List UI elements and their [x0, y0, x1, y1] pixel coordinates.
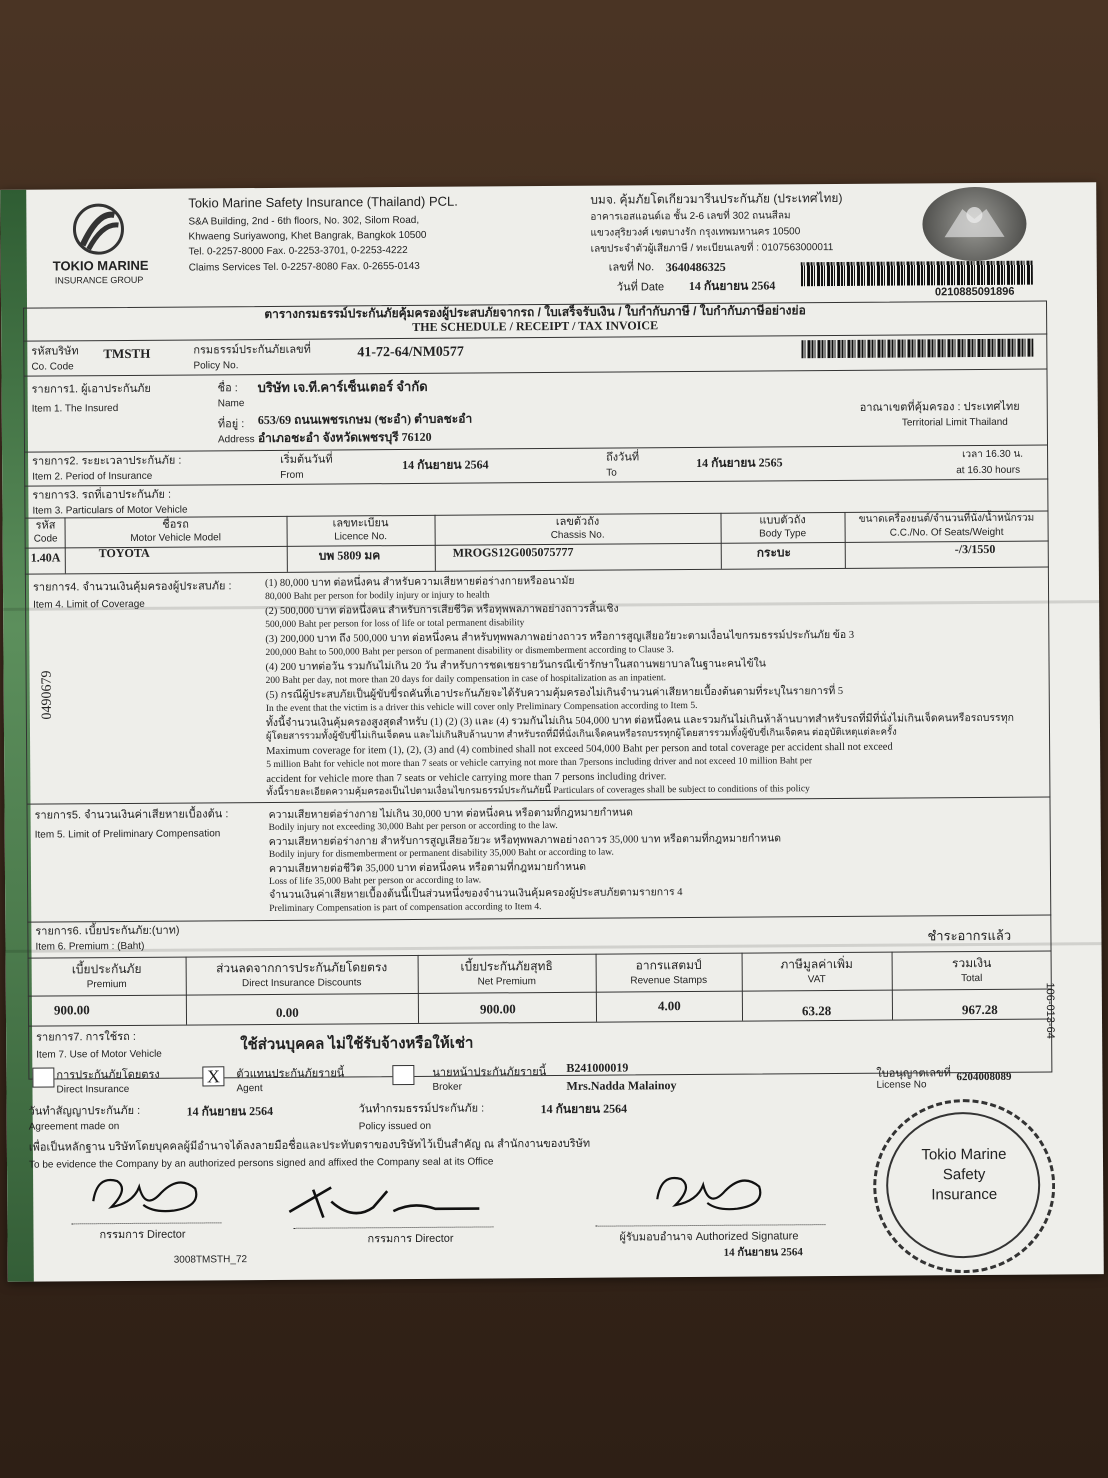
- sign-line-1: [71, 1222, 221, 1224]
- agent-label-th: ตัวแทนประกันภัยรายนี้: [236, 1067, 345, 1081]
- doc-no: 3640486325: [665, 259, 726, 275]
- vh-licence-en: Licence No.: [334, 531, 388, 543]
- item5-line: Bodily injury for dismemberment or permanent disability 35,000 Baht or according to law.: [268, 847, 614, 861]
- territory-th: อาณาเขตที่คุ้มครอง : ประเทศไทย: [859, 400, 1020, 414]
- ph-total-en: Total: [961, 973, 983, 985]
- side-code: 106-013-64: [1043, 982, 1057, 1039]
- stamp-paid: ชำระอากรแล้ว: [927, 927, 1012, 944]
- item5-line: จำนวนเงินค่าเสียหายเบื้องต้นนี้เป็นส่วนหนึ่งของจำนวนเงินคุ้มครองผู้ประสบภัยตามรายการ 4: [269, 887, 683, 902]
- company-address-th-1: อาคารเอสแอนด์เอ ชั้น 2-6 เลขที่ 302 ถนนสีลม: [590, 210, 791, 223]
- name-label-en: Name: [217, 398, 245, 410]
- agreement-label-th: วันทำสัญญาประกันภัย :: [28, 1104, 141, 1118]
- signature-authorized: [647, 1164, 777, 1221]
- time-th: เวลา 16.30 น.: [962, 448, 1024, 461]
- vh-chassis-en: Chassis No.: [550, 529, 605, 542]
- to-label-en: To: [606, 467, 617, 479]
- company-address-en-2: Khwaeng Suriyawong, Khet Bangrak, Bangkok 10500: [188, 229, 427, 243]
- broker-checkbox: [392, 1065, 414, 1085]
- item4-line: (1) 80,000 บาท ต่อหนึ่งคน สำหรับความเสียหายต่อร่างกายหรืออนามัย: [264, 575, 575, 590]
- insured-address-2: อำเภอชะอำ จังหวัดเพชรบุรี 76120: [257, 429, 432, 446]
- licence-label-th: ใบอนุญาตเลขที่: [876, 1067, 951, 1080]
- item5-line: Bodily injury not exceeding 30,000 Baht per person or according to the law.: [268, 821, 558, 834]
- ph-net-en: Net Premium: [477, 976, 536, 988]
- form-code: 3008TMSTH_72: [173, 1254, 248, 1266]
- ph-vat-en: VAT: [807, 974, 826, 986]
- licence-label-en: License No: [876, 1079, 927, 1091]
- vh-code-en: Code: [33, 533, 58, 545]
- item6-label-en: Item 6. Premium : (Baht): [35, 940, 145, 953]
- sign-line-2: [293, 1226, 493, 1228]
- address-label-en: Address: [217, 434, 255, 446]
- item5-line: Preliminary Compensation is part of compensation according to Item 4.: [269, 901, 542, 914]
- issued-date: 14 กันยายน 2564: [540, 1101, 628, 1117]
- item2-label-th: รายการ2. ระยะเวลาประกันภัย :: [32, 454, 182, 468]
- signature-director-2: [283, 1180, 483, 1227]
- ph-vat-th: ภาษีมูลค่าเพิ่ม: [780, 956, 853, 972]
- authorized-date: 14 กันยายน 2564: [723, 1246, 803, 1259]
- doc-no-label: เลขที่ No.: [608, 261, 655, 274]
- ph-stamp-en: Revenue Stamps: [630, 974, 708, 987]
- total-value: 967.28: [961, 1001, 998, 1018]
- vehicle-code: 1.40A: [30, 550, 61, 565]
- item4-line: In the event that the victim is a driver this vehicle will cover only Preliminary Compensation according to Item 5.: [265, 700, 698, 714]
- signature-director-1: [83, 1166, 213, 1223]
- item4-label-th: รายการ4. จำนวนเงินคุ้มครองผู้ประสบภัย :: [32, 580, 232, 594]
- ph-total-th: รวมเงิน: [951, 955, 992, 971]
- stamp-value: 4.00: [657, 998, 681, 1014]
- broker-label-th: นายหน้าประกันภัยรายนี้: [432, 1066, 547, 1079]
- agent-checkbox: X: [202, 1066, 224, 1086]
- agent-label-en: Agent: [236, 1083, 263, 1095]
- item4-line: (5) กรณีผู้ประสบภัยเป็นผู้ขับขี่รถคันที่เอาประกันภัยจะได้รับความคุ้มครองไม่เกินจำนวนค่าเสียหายเบื้องต้นตามที่ระบุในรายการที่ 5: [265, 685, 844, 701]
- vh-cc-en: C.C./No. Of Seats/Weight: [889, 526, 1004, 539]
- from-label-en: From: [280, 469, 304, 481]
- item1-label-th: รายการ1. ผู้เอาประกันภัย: [31, 382, 151, 396]
- direct-label-th: การประกันภัยโดยตรง: [56, 1068, 160, 1082]
- date-label: วันที่ Date: [616, 281, 665, 294]
- item3-label-th: รายการ3. รถที่เอาประกันภัย :: [32, 488, 172, 502]
- item4-line: (3) 200,000 บาท ถึง 500,000 บาท ต่อหนึ่งคน สำหรับทุพพลภาพอย่างถาวร หรือการสูญเสียอวัยวะตามเงื่อนไขกรมธรรม์ประกันภัย ข้อ 3: [265, 629, 855, 645]
- company-tel-en: Tel. 0-2257-8000 Fax. 0-2253-3701, 0-2253-4222: [188, 244, 408, 258]
- item4-line: ผู้โดยสารรวมทั้งผู้ขับขี่ไม่เกินเจ็ดคน และไม่เกินสิบล้านบาท สำหรับรถที่มีที่นั่งเกินเจ็ดคนหรือรถบรรทุกผู้โดยสารรวมทั้งผู้ขับขี่เกินเจ็ดคน ต่ออุบัติเหตุแต่ละครั้ง: [265, 727, 897, 742]
- barcode-policy: [801, 339, 1033, 359]
- item4-line: ทั้งนี้จำนวนเงินคุ้มครองสูงสุดสำหรับ (1) (2) (3) และ (4) รวมกันไม่เกิน 504,000 บาท ต่อหนึ่งคน และรวมกันไม่เกินห้าล้านบาทสำหรับรถที่มีที่นั่งไม่เกินเจ็ดคนหรือรถบรรทุก: [265, 712, 1015, 729]
- co-code-label-th: รหัสบริษัท: [31, 345, 79, 358]
- company-seal: [873, 1099, 1056, 1274]
- direct-label-en: Direct Insurance: [56, 1083, 130, 1096]
- barcode-top: [801, 261, 1033, 287]
- vehicle-model: TOYOTA: [98, 545, 150, 561]
- ph-stamp-th: อากรแสตมป์: [635, 957, 702, 973]
- vehicle-body: กระบะ: [756, 545, 792, 560]
- evidence-th: เพื่อเป็นหลักฐาน บริษัทโดยบุคคลผู้มีอำนาจได้ลงลายมือชื่อและประทับตราของบริษัทไว้เป็นสำคัญ ณ สำนักงานของบริษัท: [28, 1137, 591, 1154]
- agent-code: B241000019: [566, 1060, 629, 1075]
- agreement-date: 14 กันยายน 2564: [186, 1103, 274, 1119]
- policy-no: 41-72-64/NM0577: [357, 344, 464, 361]
- vehicle-cc: -/3/1550: [954, 541, 996, 557]
- ph-discount-th: ส่วนลดจากการประกันภัยโดยตรง: [215, 960, 388, 976]
- vat-value: 63.28: [801, 1003, 832, 1019]
- item4-label-en: Item 4. Limit of Coverage: [33, 598, 145, 611]
- item6-label-th: รายการ6. เบี้ยประกันภัย:(บาท): [35, 924, 180, 938]
- item5-line: ความเสียหายต่อชีวิต 35,000 บาท ต่อหนึ่งคน หรือตามที่กฎหมายกำหนด: [268, 861, 587, 875]
- item1-label-en: Item 1. The Insured: [31, 403, 119, 415]
- title-en: THE SCHEDULE / RECEIPT / TAX INVOICE: [412, 318, 659, 334]
- director-label-1: กรรมการ Director: [99, 1228, 186, 1242]
- vh-cc-th: ขนาดเครื่องยนต์/จำนวนที่นั่ง/น้ำหนักรวม: [858, 512, 1035, 525]
- seal-text-3: Insurance: [931, 1185, 998, 1204]
- ph-discount-en: Direct Insurance Discounts: [241, 977, 362, 990]
- premium-value: 900.00: [53, 1002, 90, 1018]
- item7-label-en: Item 7. Use of Motor Vehicle: [36, 1048, 162, 1061]
- from-label-th: เริ่มต้นวันที่: [280, 453, 333, 466]
- item5-label-th: รายการ5. จำนวนเงินค่าเสียหายเบื้องต้น :: [34, 808, 229, 822]
- company-claims-en: Claims Services Tel. 0-2257-8080 Fax. 0-2655-0143: [188, 260, 420, 274]
- logo-text-2: INSURANCE GROUP: [54, 274, 144, 286]
- vh-chassis-th: เลขตัวถัง: [555, 515, 600, 528]
- evidence-en: To be evidence the Company by an authorized persons signed and affixed the Company seal at its Office: [28, 1156, 494, 1171]
- side-serial: 0490679: [39, 670, 55, 720]
- vehicle-chassis: MROGS12G005075777: [452, 544, 574, 560]
- direct-insurance-checkbox: [32, 1067, 54, 1087]
- co-code: TMSTH: [103, 345, 151, 362]
- authorized-label: ผู้รับมอบอำนาจ Authorized Signature: [619, 1230, 799, 1244]
- company-tax-id: เลขประจำตัวผู้เสียภาษี / ทะเบียนเลขที่ : 0107563000011: [590, 242, 834, 255]
- item2-label-en: Item 2. Period of Insurance: [32, 470, 153, 483]
- item4-line: 200,000 Baht to 500,000 Baht per person of permanent disability or dismemberment according to Clause 3.: [265, 645, 674, 658]
- ph-premium-th: เบี้ยประกันภัย: [71, 961, 142, 977]
- policy-label-en: Policy No.: [193, 360, 239, 372]
- address-label-th: ที่อยู่ :: [217, 418, 245, 431]
- period-to: 14 กันยายน 2565: [696, 455, 783, 470]
- vh-code-th: รหัส: [35, 519, 56, 532]
- doc-date: 14 กันยายน 2564: [688, 278, 776, 294]
- item4-line: 200 Baht per day, not more than 20 days for daily compensation in case of hospitalization as an inpatient.: [265, 673, 667, 686]
- insured-address-1: 653/69 ถนนเพชรเกษม (ชะอำ) ตำบลชะอำ: [257, 411, 473, 428]
- time-en: at 16.30 hours: [956, 464, 1021, 477]
- item4-line: accident for vehicle more than 7 seats or vehicle carrying more than 7 persons including driver.: [266, 771, 667, 785]
- name-label-th: ชื่อ :: [217, 382, 238, 395]
- item5-line: Loss of life 35,000 Baht per person or according to law.: [269, 875, 482, 887]
- seal-text-1: Tokio Marine: [921, 1145, 1007, 1164]
- item4-line: 5 million Baht for vehicle not more than 7 seats or vehicle carrying not more than 7persons including driver and not exceed 10 million Baht per: [266, 756, 813, 770]
- company-name-th: บมจ. คุ้มภัยโตเกียวมารีนประกันภัย (ประเทศไทย): [590, 190, 843, 207]
- broker-label-en: Broker: [432, 1081, 462, 1093]
- vh-licence-th: เลขทะเบียน: [332, 517, 389, 530]
- item4-line: 500,000 Baht per person for loss of life or total permanent disability: [265, 618, 525, 630]
- vehicle-licence: บพ 5809 มค: [318, 548, 381, 563]
- title-th: ตารางกรมธรรม์ประกันภัยคุ้มครองผู้ประสบภัยจากรถ / ใบเสร็จรับเงิน / ใบกำกับภาษี / ใบกำกับภาษีอย่างย่อ: [264, 303, 806, 321]
- policy-label-th: กรมธรรม์ประกันภัยเลขที่: [193, 343, 311, 357]
- company-logo: [68, 201, 128, 257]
- item3-label-en: Item 3. Particulars of Motor Vehicle: [32, 504, 188, 517]
- issued-label-en: Policy issued on: [358, 1120, 432, 1133]
- item7-label-th: รายการ7. การใช้รถ :: [36, 1030, 136, 1044]
- item5-line: ความเสียหายต่อร่างกาย สำหรับการสูญเสียอวัยวะ หรือทุพพลภาพอย่างถาวร 35,000 บาท หรือตามที่กฎหมายกำหนด: [268, 833, 782, 848]
- territory-en: Territorial Limit Thailand: [901, 416, 1008, 429]
- vh-body-th: แบบตัวถัง: [759, 514, 806, 527]
- item4-line: (4) 200 บาทต่อวัน รวมกันไม่เกิน 20 วัน สำหรับการชดเชยรายวันกรณีเข้ารักษาในสถานพยาบาลในฐานะคนไข้ใน: [265, 658, 766, 673]
- company-address-th-2: แขวงสุริยวงศ์ เขตบางรัก กรุงเทพมหานคร 10500: [590, 226, 801, 239]
- agent-name: Mrs.Nadda Malainoy: [566, 1078, 677, 1093]
- to-label-th: ถึงวันที่: [606, 451, 640, 464]
- item4-line: ทั้งนี้รายละเอียดความคุ้มครองเป็นไปตามเงื่อนไขกรมธรรม์ประกันภัยนี้ Particulars of coverages shall be subject to conditions of this policy: [266, 784, 810, 798]
- seal-text-2: Safety: [942, 1165, 986, 1184]
- vh-body-en: Body Type: [759, 528, 807, 540]
- barcode-number: 0210885091896: [934, 285, 1015, 299]
- sign-line-3: [595, 1224, 825, 1227]
- item5-line: ความเสียหายต่อร่างกาย ไม่เกิน 30,000 บาท ต่อหนึ่งคน หรือตามที่กฎหมายกำหนด: [268, 807, 633, 821]
- company-address-en-1: S&A Building, 2nd - 6th floors, No. 302, Silom Road,: [188, 214, 420, 228]
- director-label-2: กรรมการ Director: [367, 1232, 454, 1246]
- item5-label-en: Item 5. Limit of Preliminary Compensation: [34, 828, 221, 841]
- vehicle-use: ใช้ส่วนบุคคล ไม่ใช้รับจ้างหรือให้เช่า: [240, 1034, 474, 1054]
- logo-text-1: TOKIO MARINE: [52, 257, 149, 274]
- garuda-emblem-icon: [922, 187, 1027, 262]
- agreement-label-en: Agreement made on: [28, 1121, 120, 1133]
- insurance-document: [0, 182, 1104, 1282]
- co-code-label-en: Co. Code: [31, 361, 74, 373]
- item4-line: 80,000 Baht per person for bodily injury or injury to health: [265, 590, 490, 602]
- licence-no: 6204008089: [956, 1070, 1012, 1084]
- vh-model-th: ชื่อรถ: [162, 518, 189, 531]
- net-premium-value: 900.00: [479, 1001, 516, 1017]
- issued-label-th: วันทำกรมธรรม์ประกันภัย :: [358, 1102, 485, 1116]
- discount-value: 0.00: [275, 1004, 299, 1020]
- company-name-en: Tokio Marine Safety Insurance (Thailand) PCL.: [188, 193, 458, 211]
- item4-line: Maximum coverage for item (1), (2), (3) and (4) combined shall not exceed 504,000 Baht per person and total coverage per accident shall not exceed: [266, 741, 893, 757]
- period-from: 14 กันยายน 2564: [402, 457, 489, 473]
- item4-line: (2) 500,000 บาท ต่อหนึ่งคน สำหรับการเสียชีวิต หรือทุพพลภาพอย่างถาวรสิ้นเชิง: [265, 603, 619, 617]
- insured-name: บริษัท เจ.ที.คาร์เซ็นเตอร์ จำกัด: [257, 378, 428, 396]
- vh-model-en: Motor Vehicle Model: [130, 532, 221, 544]
- tokio-marine-logo-icon: [68, 201, 128, 257]
- ph-net-th: เบี้ยประกันภัยสุทธิ: [460, 959, 553, 974]
- company-emblem: [922, 187, 1027, 262]
- ph-premium-en: Premium: [86, 978, 127, 991]
